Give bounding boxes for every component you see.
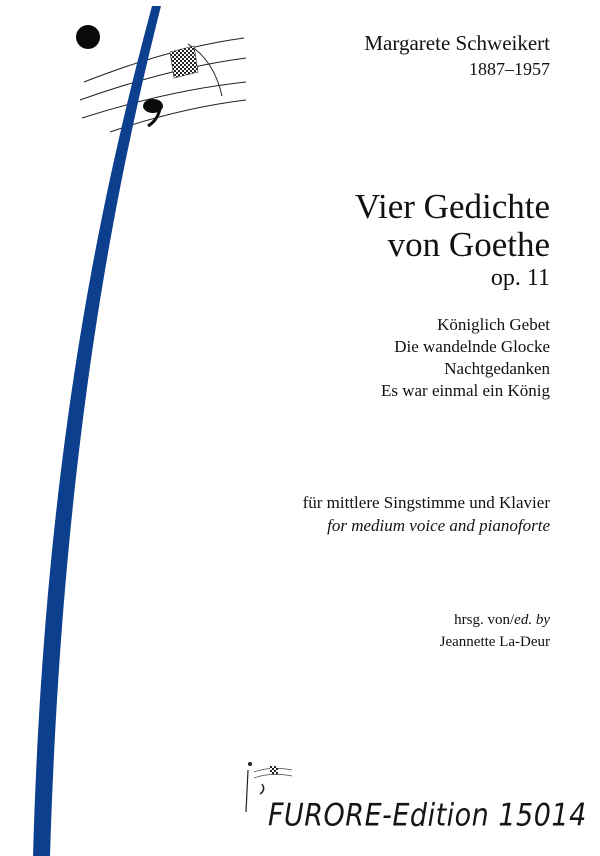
black-dot-icon [76,25,100,49]
composer-name: Margarete Schweikert [364,31,550,55]
scoring-german: für mittlere Singstimme und Klavier [302,493,550,512]
title-line-1: Vier Gedichte [354,187,550,226]
publisher-imprint: FURORE-Edition 15014 [268,798,587,834]
editor-label [454,610,550,630]
blue-swoosh-stroke [33,6,161,856]
song-item: Königlich Gebet [437,315,550,334]
rest-symbol-icon [143,99,163,126]
song-list [381,314,550,402]
curved-line-3 [82,82,246,118]
editor-label-en: ed. by [514,612,550,628]
checkered-block [170,46,198,78]
song-item: Die wandelnde Glocke [394,337,550,356]
editor-name: Jeannette La-Deur [439,634,550,650]
page-title [355,188,550,264]
opus-number: op. 11 [490,265,550,291]
song-item: Es war einmal ein König [380,381,550,400]
editor-label-de: hrsg. von/ [454,612,515,628]
song-item: Nachtgedanken [444,359,550,378]
scoring-english: for medium voice and pianoforte [327,516,550,535]
title-line-2: von Goethe [387,225,550,264]
curved-line-1 [84,38,244,82]
composer-dates: 1887–1957 [469,59,550,79]
